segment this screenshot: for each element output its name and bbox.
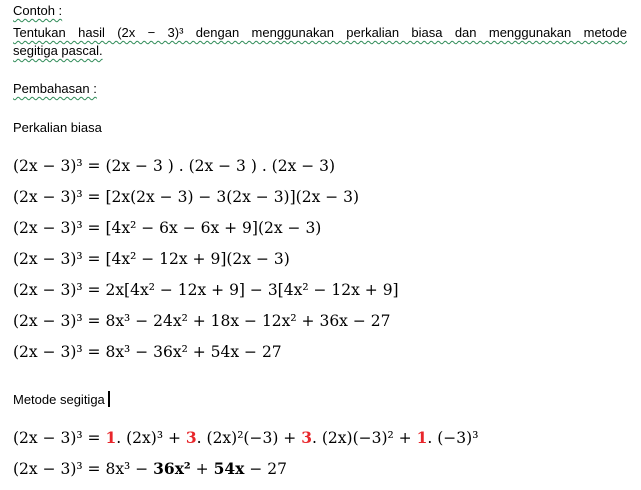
step-line-2: (2x − 3)³ = [2x(2x − 3) − 3(2x − 3)](2x − 3): [13, 188, 360, 206]
coefficient-1b: 1: [416, 428, 428, 447]
task-statement-line-1: Tentukan hasil (2x − 3)³ dengan menggunakan perkalian biasa dan menggunakan metode: [13, 25, 627, 40]
pascal-expansion-line: (2x − 3)³ = 1. (2x)³ + 3. (2x)²(−3) + 3. (2x)(−3)² + 1. (−3)³: [13, 428, 479, 447]
coefficient-3b: 3: [301, 428, 313, 447]
bold-term-36x2: 36x²: [153, 459, 191, 478]
metode-heading: Metode segitiga: [13, 391, 110, 408]
coefficient-3a: 3: [185, 428, 197, 447]
step-line-4: (2x − 3)³ = [4x² − 12x + 9](2x − 3): [13, 250, 290, 268]
pembahasan-label: Pembahasan :: [13, 81, 97, 96]
coefficient-1: 1: [105, 428, 117, 447]
perkalian-heading: Perkalian biasa: [13, 120, 102, 135]
step-line-3: (2x − 3)³ = [4x² − 6x − 6x + 9](2x − 3): [13, 219, 322, 237]
pascal-result-line: (2x − 3)³ = 8x³ − 36x² + 54x − 27: [13, 459, 287, 478]
text-cursor: [108, 391, 110, 407]
step-line-7: (2x − 3)³ = 8x³ − 36x² + 54x − 27: [13, 343, 282, 361]
step-line-1: (2x − 3)³ = (2x − 3 ) . (2x − 3 ) . (2x − 3): [13, 157, 336, 175]
bold-term-54x: 54x: [213, 459, 245, 478]
step-line-6: (2x − 3)³ = 8x³ − 24x² + 18x − 12x² + 36x − 27: [13, 312, 391, 330]
task-statement-line-2: segitiga pascal.: [13, 43, 103, 58]
step-line-5: (2x − 3)³ = 2x[4x² − 12x + 9] − 3[4x² − 12x + 9]: [13, 281, 399, 299]
contoh-label: Contoh :: [13, 3, 63, 18]
